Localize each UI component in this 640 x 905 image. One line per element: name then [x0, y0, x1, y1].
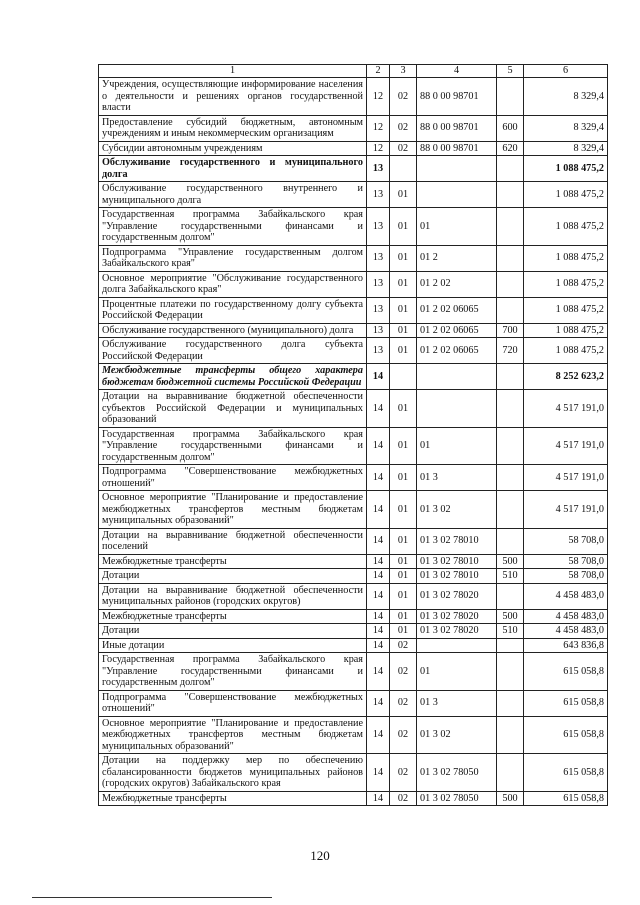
row-section-cell: 12 [367, 78, 390, 116]
footer-rule [32, 897, 272, 898]
row-amount-cell: 615 058,8 [524, 754, 608, 792]
row-expense-type-cell [497, 427, 524, 465]
row-target-article-cell: 01 3 02 78010 [417, 569, 497, 584]
row-subsection-cell: 01 [390, 609, 417, 624]
row-target-article-cell: 01 2 02 06065 [417, 323, 497, 338]
table-row [99, 323, 608, 338]
row-amount-cell: 8 329,4 [524, 115, 608, 141]
table-row [99, 390, 608, 428]
table-row [99, 491, 608, 529]
row-subsection-cell: 01 [390, 583, 417, 609]
row-section-cell: 14 [367, 754, 390, 792]
row-amount-cell: 58 708,0 [524, 554, 608, 569]
row-section-cell: 13 [367, 271, 390, 297]
column-header: 5 [497, 65, 524, 78]
row-target-article-cell: 01 2 02 06065 [417, 297, 497, 323]
table-row [99, 569, 608, 584]
table-row [99, 271, 608, 297]
row-section-cell: 13 [367, 297, 390, 323]
row-target-article-cell [417, 638, 497, 653]
row-subsection-cell: 01 [390, 569, 417, 584]
row-expense-type-cell [497, 491, 524, 529]
row-name-cell: Иные дотации [99, 638, 367, 653]
row-target-article-cell: 01 [417, 653, 497, 691]
row-name-cell: Дотации на выравнивание бюджетной обеспеченности поселений [99, 528, 367, 554]
table-row [99, 638, 608, 653]
table-row [99, 791, 608, 806]
row-expense-type-cell [497, 653, 524, 691]
row-expense-type-cell [497, 271, 524, 297]
row-amount-cell: 1 088 475,2 [524, 271, 608, 297]
row-subsection-cell: 01 [390, 528, 417, 554]
row-expense-type-cell: 500 [497, 554, 524, 569]
row-expense-type-cell [497, 156, 524, 182]
row-target-article-cell: 01 3 02 78020 [417, 583, 497, 609]
row-section-cell: 12 [367, 141, 390, 156]
table-row [99, 364, 608, 390]
row-amount-cell: 1 088 475,2 [524, 338, 608, 364]
row-amount-cell: 1 088 475,2 [524, 245, 608, 271]
row-target-article-cell: 01 3 02 78010 [417, 528, 497, 554]
row-section-cell: 12 [367, 115, 390, 141]
row-section-cell: 14 [367, 491, 390, 529]
table-row [99, 609, 608, 624]
table-row [99, 465, 608, 491]
row-section-cell: 14 [367, 791, 390, 806]
row-amount-cell: 4 517 191,0 [524, 491, 608, 529]
row-amount-cell: 4 517 191,0 [524, 427, 608, 465]
row-target-article-cell: 01 3 02 78020 [417, 609, 497, 624]
row-section-cell: 14 [367, 690, 390, 716]
row-target-article-cell: 01 3 02 78050 [417, 754, 497, 792]
row-section-cell: 14 [367, 569, 390, 584]
table-row [99, 182, 608, 208]
row-name-cell: Государственная программа Забайкальского края "Управление государственными финансами и государственным долгом" [99, 208, 367, 246]
row-name-cell: Обслуживание государственного долга субъекта Российской Федерации [99, 338, 367, 364]
row-amount-cell: 4 458 483,0 [524, 624, 608, 639]
table-row [99, 115, 608, 141]
row-name-cell: Основное мероприятие "Планирование и предоставление межбюджетных трансфертов местным бюджетам муниципальных образований" [99, 716, 367, 754]
row-name-cell: Межбюджетные трансферты общего характера бюджетам бюджетной системы Российской Федерации [99, 364, 367, 390]
row-name-cell: Дотации на выравнивание бюджетной обеспеченности муниципальных районов (городских округов) [99, 583, 367, 609]
row-name-cell: Предоставление субсидий бюджетным, автономным учреждениям и иным некоммерческим организациям [99, 115, 367, 141]
row-amount-cell: 8 329,4 [524, 78, 608, 116]
row-amount-cell: 1 088 475,2 [524, 297, 608, 323]
table-row [99, 78, 608, 116]
row-amount-cell: 8 329,4 [524, 141, 608, 156]
row-target-article-cell: 01 2 02 06065 [417, 338, 497, 364]
row-section-cell: 14 [367, 653, 390, 691]
table-row [99, 554, 608, 569]
row-expense-type-cell: 700 [497, 323, 524, 338]
table-row [99, 583, 608, 609]
row-name-cell: Основное мероприятие "Обслуживание государственного долга Забайкальского края" [99, 271, 367, 297]
row-target-article-cell [417, 390, 497, 428]
row-section-cell: 13 [367, 156, 390, 182]
row-expense-type-cell [497, 690, 524, 716]
row-subsection-cell: 01 [390, 427, 417, 465]
row-subsection-cell: 02 [390, 638, 417, 653]
row-name-cell: Государственная программа Забайкальского края "Управление государственными финансами и государственным долгом" [99, 427, 367, 465]
row-target-article-cell: 01 2 02 [417, 271, 497, 297]
row-target-article-cell: 01 3 [417, 690, 497, 716]
table-row [99, 754, 608, 792]
row-subsection-cell [390, 364, 417, 390]
row-section-cell: 13 [367, 208, 390, 246]
row-name-cell: Субсидии автономным учреждениям [99, 141, 367, 156]
row-target-article-cell: 01 3 [417, 465, 497, 491]
row-expense-type-cell [497, 208, 524, 246]
row-name-cell: Дотации [99, 569, 367, 584]
row-section-cell: 14 [367, 554, 390, 569]
row-subsection-cell: 02 [390, 653, 417, 691]
row-subsection-cell: 02 [390, 754, 417, 792]
row-section-cell: 14 [367, 528, 390, 554]
table-row [99, 208, 608, 246]
row-expense-type-cell: 510 [497, 569, 524, 584]
row-subsection-cell: 02 [390, 791, 417, 806]
row-expense-type-cell: 620 [497, 141, 524, 156]
row-target-article-cell: 01 3 02 [417, 491, 497, 529]
table-row [99, 338, 608, 364]
row-section-cell: 14 [367, 624, 390, 639]
row-expense-type-cell: 500 [497, 791, 524, 806]
row-section-cell: 13 [367, 182, 390, 208]
row-expense-type-cell [497, 78, 524, 116]
table-body [99, 78, 608, 806]
row-section-cell: 14 [367, 716, 390, 754]
row-target-article-cell: 88 0 00 98701 [417, 141, 497, 156]
row-target-article-cell [417, 156, 497, 182]
row-amount-cell: 1 088 475,2 [524, 156, 608, 182]
row-target-article-cell [417, 364, 497, 390]
row-section-cell: 13 [367, 338, 390, 364]
row-target-article-cell: 01 3 02 78020 [417, 624, 497, 639]
row-name-cell: Подпрограмма "Управление государственным долгом Забайкальского края" [99, 245, 367, 271]
row-section-cell: 14 [367, 364, 390, 390]
row-expense-type-cell [497, 583, 524, 609]
row-name-cell: Межбюджетные трансферты [99, 609, 367, 624]
row-name-cell: Обслуживание государственного внутреннего и муниципального долга [99, 182, 367, 208]
table-row [99, 690, 608, 716]
column-header: 6 [524, 65, 608, 78]
column-header: 3 [390, 65, 417, 78]
row-amount-cell: 1 088 475,2 [524, 208, 608, 246]
row-amount-cell: 58 708,0 [524, 569, 608, 584]
row-target-article-cell: 01 2 [417, 245, 497, 271]
row-amount-cell: 58 708,0 [524, 528, 608, 554]
row-amount-cell: 4 517 191,0 [524, 390, 608, 428]
row-subsection-cell: 01 [390, 208, 417, 246]
row-section-cell: 13 [367, 245, 390, 271]
row-expense-type-cell [497, 182, 524, 208]
row-section-cell: 14 [367, 583, 390, 609]
row-expense-type-cell [497, 465, 524, 491]
row-subsection-cell: 01 [390, 465, 417, 491]
table-row [99, 716, 608, 754]
table-header-row [99, 65, 608, 78]
row-name-cell: Процентные платежи по государственному долгу субъекта Российской Федерации [99, 297, 367, 323]
row-subsection-cell: 02 [390, 115, 417, 141]
row-subsection-cell: 01 [390, 554, 417, 569]
row-name-cell: Межбюджетные трансферты [99, 554, 367, 569]
row-section-cell: 14 [367, 638, 390, 653]
row-subsection-cell: 01 [390, 182, 417, 208]
row-name-cell: Дотации [99, 624, 367, 639]
table-row [99, 624, 608, 639]
row-section-cell: 13 [367, 323, 390, 338]
row-target-article-cell: 01 [417, 208, 497, 246]
row-amount-cell: 4 458 483,0 [524, 583, 608, 609]
row-subsection-cell [390, 156, 417, 182]
row-section-cell: 14 [367, 609, 390, 624]
budget-table [98, 64, 608, 806]
page-number: 120 [310, 848, 330, 863]
row-section-cell: 14 [367, 390, 390, 428]
row-expense-type-cell [497, 364, 524, 390]
row-name-cell: Обслуживание государственного (муниципального) долга [99, 323, 367, 338]
row-section-cell: 14 [367, 427, 390, 465]
row-target-article-cell [417, 182, 497, 208]
row-expense-type-cell [497, 754, 524, 792]
column-header: 4 [417, 65, 497, 78]
row-name-cell: Подпрограмма "Совершенствование межбюджетных отношений" [99, 690, 367, 716]
row-target-article-cell: 88 0 00 98701 [417, 78, 497, 116]
row-name-cell: Основное мероприятие "Планирование и предоставление межбюджетных трансфертов местным бюджетам муниципальных образований" [99, 491, 367, 529]
row-subsection-cell: 01 [390, 323, 417, 338]
table-row [99, 427, 608, 465]
row-expense-type-cell [497, 390, 524, 428]
row-amount-cell: 8 252 623,2 [524, 364, 608, 390]
row-name-cell: Государственная программа Забайкальского края "Управление государственными финансами и государственным долгом" [99, 653, 367, 691]
row-expense-type-cell: 720 [497, 338, 524, 364]
row-name-cell: Обслуживание государственного и муниципального долга [99, 156, 367, 182]
row-subsection-cell: 01 [390, 245, 417, 271]
row-amount-cell: 615 058,8 [524, 690, 608, 716]
row-expense-type-cell [497, 638, 524, 653]
table-row [99, 653, 608, 691]
row-name-cell: Межбюджетные трансферты [99, 791, 367, 806]
row-target-article-cell: 01 3 02 78050 [417, 791, 497, 806]
row-expense-type-cell [497, 245, 524, 271]
table-row [99, 245, 608, 271]
row-target-article-cell: 88 0 00 98701 [417, 115, 497, 141]
row-subsection-cell: 01 [390, 491, 417, 529]
row-subsection-cell: 01 [390, 624, 417, 639]
row-amount-cell: 615 058,8 [524, 791, 608, 806]
row-subsection-cell: 01 [390, 297, 417, 323]
row-subsection-cell: 01 [390, 338, 417, 364]
row-subsection-cell: 02 [390, 78, 417, 116]
row-target-article-cell: 01 3 02 78010 [417, 554, 497, 569]
row-section-cell: 14 [367, 465, 390, 491]
table-row [99, 297, 608, 323]
row-amount-cell: 643 836,8 [524, 638, 608, 653]
column-header: 1 [99, 65, 367, 78]
table-row [99, 528, 608, 554]
row-subsection-cell: 02 [390, 716, 417, 754]
row-subsection-cell: 02 [390, 141, 417, 156]
table-row [99, 156, 608, 182]
row-amount-cell: 1 088 475,2 [524, 182, 608, 208]
table-row [99, 141, 608, 156]
row-name-cell: Учреждения, осуществляющие информирование населения о деятельности и решениях органов государственной власти [99, 78, 367, 116]
row-target-article-cell: 01 3 02 [417, 716, 497, 754]
row-subsection-cell: 01 [390, 390, 417, 428]
row-name-cell: Дотации на выравнивание бюджетной обеспеченности субъектов Российской Федерации и муниципальных образований [99, 390, 367, 428]
row-expense-type-cell: 600 [497, 115, 524, 141]
row-expense-type-cell: 500 [497, 609, 524, 624]
row-target-article-cell: 01 [417, 427, 497, 465]
row-name-cell: Дотации на поддержку мер по обеспечению сбалансированности бюджетов муниципальных районов (городских округов) Забайкальского края [99, 754, 367, 792]
row-subsection-cell: 01 [390, 271, 417, 297]
row-expense-type-cell [497, 716, 524, 754]
row-name-cell: Подпрограмма "Совершенствование межбюджетных отношений" [99, 465, 367, 491]
row-expense-type-cell [497, 528, 524, 554]
row-expense-type-cell: 510 [497, 624, 524, 639]
row-amount-cell: 4 458 483,0 [524, 609, 608, 624]
row-amount-cell: 615 058,8 [524, 716, 608, 754]
row-amount-cell: 1 088 475,2 [524, 323, 608, 338]
row-amount-cell: 4 517 191,0 [524, 465, 608, 491]
column-header: 2 [367, 65, 390, 78]
row-expense-type-cell [497, 297, 524, 323]
row-amount-cell: 615 058,8 [524, 653, 608, 691]
row-subsection-cell: 02 [390, 690, 417, 716]
